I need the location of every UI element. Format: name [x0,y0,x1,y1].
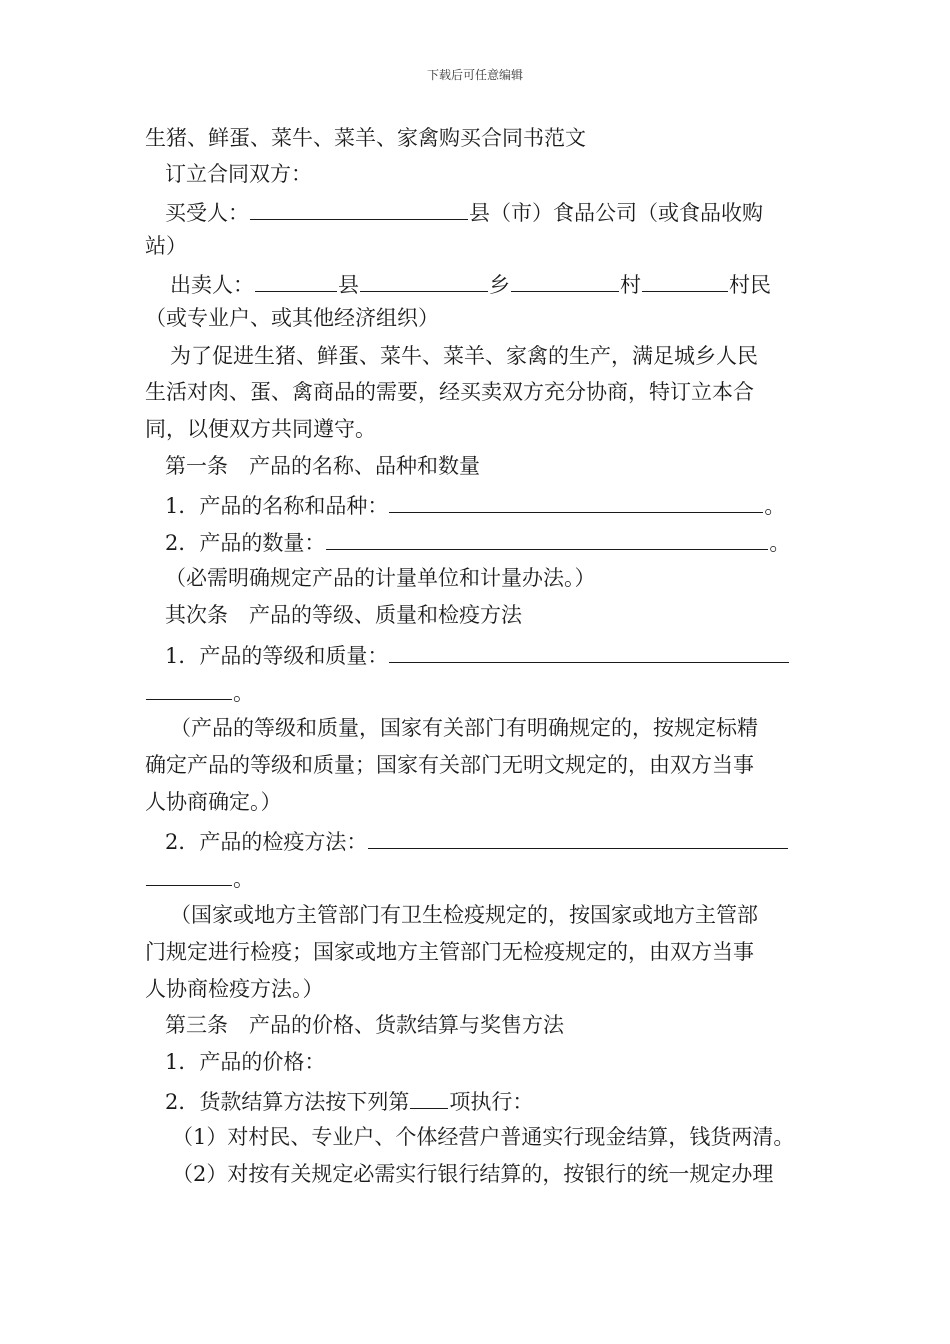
grade-quality-blank-cont[interactable] [146,677,232,700]
article-2-note-2-line-1: （国家或地方主管部门有卫生检疫规定的，按国家或地方主管部 [170,903,758,927]
product-name-blank[interactable] [389,490,763,513]
intro-line-3: 同，以便双方共同遵守。 [145,417,376,441]
seller-county-blank[interactable] [255,269,337,292]
period: 。 [233,681,254,705]
quarantine-blank[interactable] [368,826,788,849]
article-3-item-1: 1．产品的价格： [165,1050,326,1074]
payment-method-suffix: 项执行： [449,1090,534,1114]
article-2-item-1-cont [145,677,254,706]
seller-villager-text: 村民 [729,273,771,297]
seller-line [170,269,771,298]
article-2-note-1-line-3: 人协商确定。） [145,790,282,814]
buyer-continuation: 站） [145,234,187,258]
quarantine-label: 2．产品的检疫方法： [165,830,368,854]
intro-line-1: 为了促进生猪、鲜蛋、菜牛、菜羊、家禽的生产，满足城乡人民 [170,344,758,368]
grade-quality-blank[interactable] [389,640,789,663]
article-2-note-2-line-2: 门规定进行检疫；国家或地方主管部门无检疫规定的，由双方当事 [145,940,754,964]
grade-quality-label: 1．产品的等级和质量： [165,644,389,668]
article-2-note-1-line-2: 确定产品的等级和质量；国家有关部门无明文规定的，由双方当事 [145,753,754,777]
seller-township-text: 乡 [489,273,510,297]
buyer-suffix: 县（市）食品公司（或食品收购 [469,201,763,225]
parties-heading: 订立合同双方： [165,162,312,186]
article-2-item-2-cont [145,863,254,892]
payment-option-2: （2）对按有关规定必需实行银行结算的，按银行的统一规定办理 [172,1162,774,1186]
buyer-line [165,197,763,226]
seller-township-blank[interactable] [360,269,488,292]
seller-villager-blank[interactable] [642,269,728,292]
article-1-note: （必需明确规定产品的计量单位和计量办法。） [165,566,596,590]
product-quantity-label: 2．产品的数量： [165,531,326,555]
product-name-label: 1．产品的名称和品种： [165,494,389,518]
article-1-heading: 第一条 产品的名称、品种和数量 [165,454,480,478]
payment-option-blank[interactable] [410,1086,448,1109]
intro-line-2: 生活对肉、蛋、禽商品的需要，经买卖双方充分协商，特订立本合 [145,380,754,404]
product-quantity-blank[interactable] [326,527,768,550]
period: 。 [769,531,791,555]
payment-method-label: 2．货款结算方法按下列第 [165,1090,410,1114]
article-3-item-2 [165,1086,533,1115]
article-2-note-1-line-1: （产品的等级和质量，国家有关部门有明确规定的，按规定标精 [170,716,758,740]
article-1-item-1 [165,490,785,519]
page-header: 下载后可任意编辑 [426,68,523,82]
period: 。 [764,494,786,518]
article-2-item-2 [165,826,789,855]
document-title: 生猪、鲜蛋、菜牛、菜羊、家禽购买合同书范文 [145,126,586,150]
buyer-name-blank[interactable] [250,197,468,220]
article-2-note-2-line-3: 人协商检疫方法。） [145,977,324,1001]
seller-label: 出卖人： [170,273,254,297]
quarantine-blank-cont[interactable] [146,863,232,886]
seller-continuation: （或专业户、或其他经济组织） [145,306,439,330]
payment-option-1: （1）对村民、专业户、个体经营户普通实行现金结算，钱货两清。 [172,1125,795,1149]
period: 。 [233,867,254,891]
seller-village-blank[interactable] [511,269,619,292]
seller-county-text: 县 [338,273,359,297]
article-3-heading: 第三条 产品的价格、货款结算与奖售方法 [165,1013,564,1037]
article-2-heading: 其次条 产品的等级、质量和检疫方法 [165,603,522,627]
seller-village-text: 村 [620,273,641,297]
buyer-label: 买受人： [165,201,249,225]
article-1-item-2 [165,527,790,556]
article-2-item-1 [165,640,790,669]
